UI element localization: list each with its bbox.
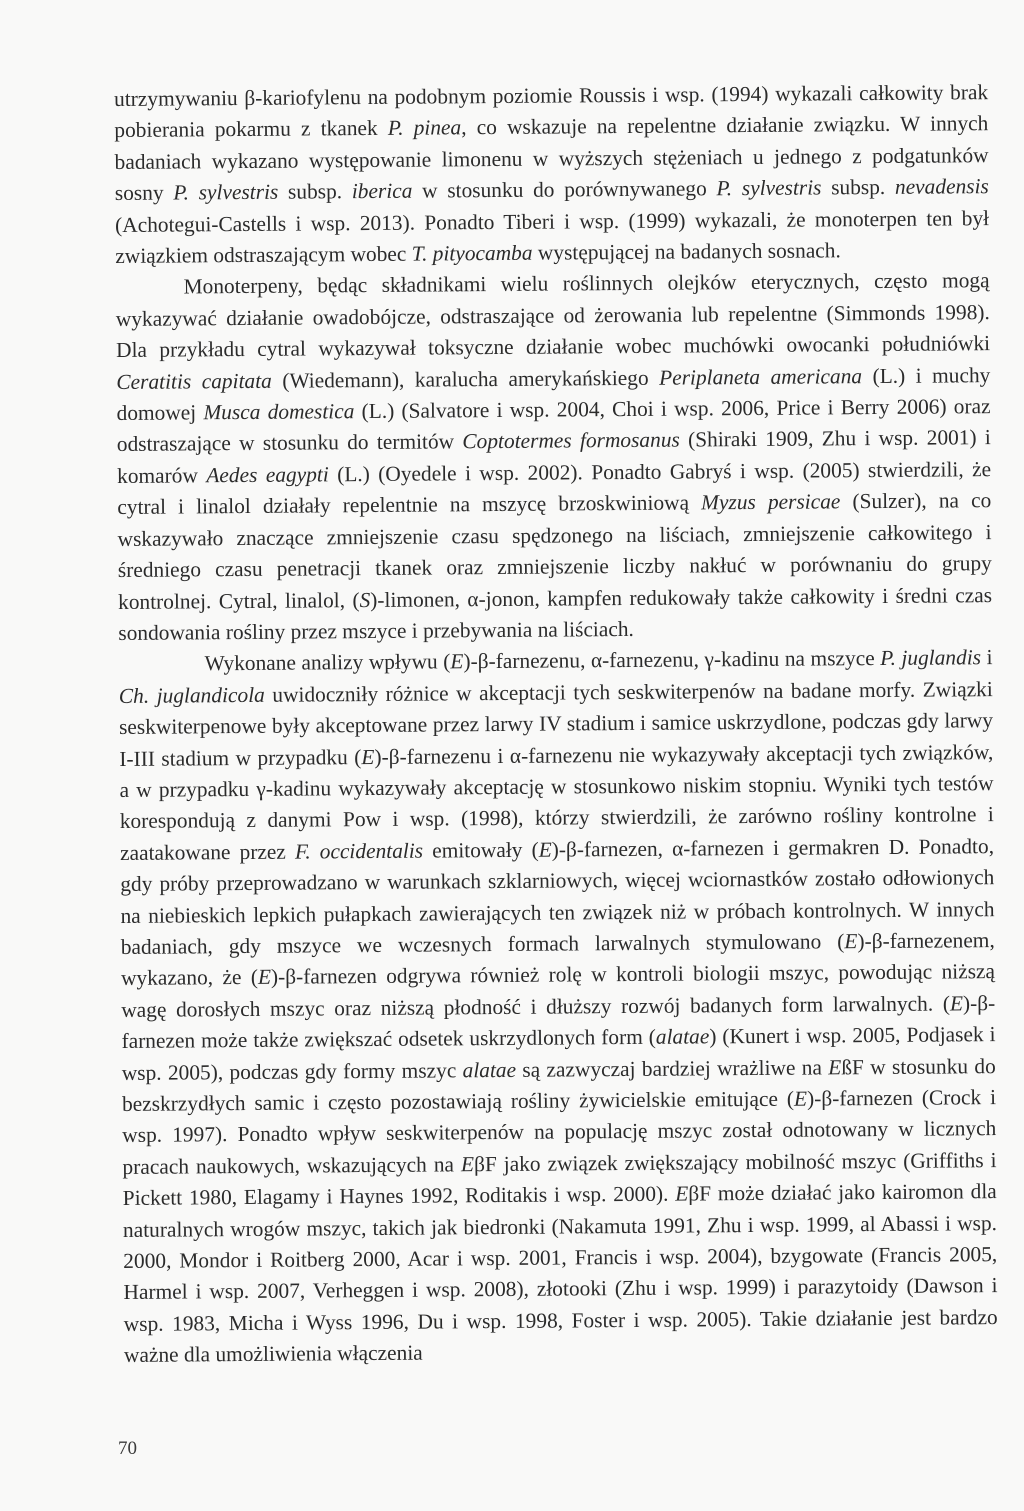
body-text: [114, 77, 998, 1371]
page-number: 70: [118, 1438, 137, 1459]
paragraph-2: Monoterpeny, będąc składnikami wielu roślinnych olejków eterycznych, często mogą wykazywać działanie owadobójcze, odstraszające od żerowania lub repelentne (Simmonds 1998). Dla przykładu cytral wykazywał toksyczne działanie wobec muchówki owocanki południówki Ceratitis capitata (Wiedemann), karalucha amerykańskiego Periplaneta americana (L.) i muchy domowej Musca domestica (L.) (Salvatore i wsp. 2004, Choi i wsp. 2006, Price i Berry 2006) oraz odstraszające w stosunku do termitów Coptotermes formosanus (Shiraki 1909, Zhu i wsp. 2001) i komarów Aedes eagypti (L.) (Oyedele i wsp. 2002). Ponadto Gabryś i wsp. (2005) stwierdzili, że cytral i linalol działały repelentnie na mszycę brzoskwiniową Myzus persicae (Sulzer), na co wskazywało znaczące zmniejszenie czasu spędzonego na liściach, zmniejszenie całkowitego i średniego czasu penetracji tkanek oraz zmniejszenie liczby nakłuć w porównaniu do grupy kontrolnej. Cytral, linalol, (S)-limonen, α-jonon, kampfen redukowały także całkowity i średni czas sondowania rośliny przez mszyce i przebywania na liściach.: [115, 268, 993, 645]
paragraph-1: utrzymywaniu β-kariofylenu na podobnym poziomie Roussis i wsp. (1994) wykazali całkowity brak pobierania pokarmu z tkanek P. pinea, co wskazuje na repelentne działanie związku. W innych badaniach wykazano występowanie limonenu w wyższych stężeniach u jednego z podgatunków sosny P. sylvestris subsp. iberica w stosunku do porównywanego P. sylvestris subsp. nevadensis (Achotegui-Castells i wsp. 2013). Ponadto Tiberi i wsp. (1999) wykazali, że monoterpen ten był związkiem odstraszającym wobec T. pityocamba występującej na badanych sosnach.: [114, 80, 990, 269]
paragraph-3: Wykonane analizy wpływu (E)-β-farnezenu, α-farnezenu, γ-kadinu na mszyce P. juglandis i Ch. juglandicola uwidoczniły różnice w akceptacji tych seskwiterpenów na badane morfy. Związki seskwiterpenowe były akceptowane przez larwy IV stadium i samice uskrzydlone, podczas gdy larwy I-III stadium w przypadku (E)-β-farnezenu i α-farnezenu nie wykazywały akceptacji tych związków, a w przypadku γ-kadinu wykazywały akceptację w stosunkowo niskim stopniu. Wyniki tych testów korespondują z danymi Pow i wsp. (1998), którzy stwierdzili, że zarówno rośliny kontrolne i zaatakowane przez F. occidentalis emitowały (E)-β-farnezen, α-farnezen i germakren D. Ponadto, gdy próby przeprowadzano w warunkach szklarniowych, więcej wciornastków zostało odłowionych na niebieskich lepkich pułapkach zawierających ten związek niż w próbach kontrolnych. W innych badaniach, gdy mszyce we wczesnych formach larwalnych stymulowano (E)-β-farnezenem, wykazano, że (E)-β-farnezen odgrywa również rolę w kontroli biologii mszyc, powodując niższą wagę dorosłych mszyc oraz niższą płodność i dłuższy rozwój badanych form larwalnych. (E)-β-farnezen może także zwiększać odsetek uskrzydlonych form (alatae) (Kunert i wsp. 2005, Podjasek i wsp. 2005), podczas gdy formy mszyc alatae są zazwyczaj bardziej wrażliwe na EßF w stosunku do bezskrzydłych samic i często pozostawiają rośliny żywicielskie emitujące (E)-β-farnezen (Crock i wsp. 1997). Ponadto wpływ seskwiterpenów na populację mszyc został odnotowany w licznych pracach naukowych, wskazujących na EβF jako związek zwiększający mobilność mszyc (Griffiths i Pickett 1980, Elagamy i Haynes 1992, Roditakis i wsp. 2000). EβF może działać jako kairomon dla naturalnych wrogów mszyc, takich jak biedronki (Nakamuta 1991, Zhu i wsp. 1999, al Abassi i wsp. 2000, Mondor i Roitberg 2000, Acar i wsp. 2001, Francis i wsp. 2004), bzygowate (Francis 2005, Harmel i wsp. 2007, Verheggen i wsp. 2008), złotooki (Zhu i wsp. 1999) i parazytoidy (Dawson i wsp. 1983, Micha i Wyss 1996, Du i wsp. 1998, Foster i wsp. 2005). Takie działanie jest bardzo ważne dla umożliwienia włączenia: [118, 645, 998, 1368]
